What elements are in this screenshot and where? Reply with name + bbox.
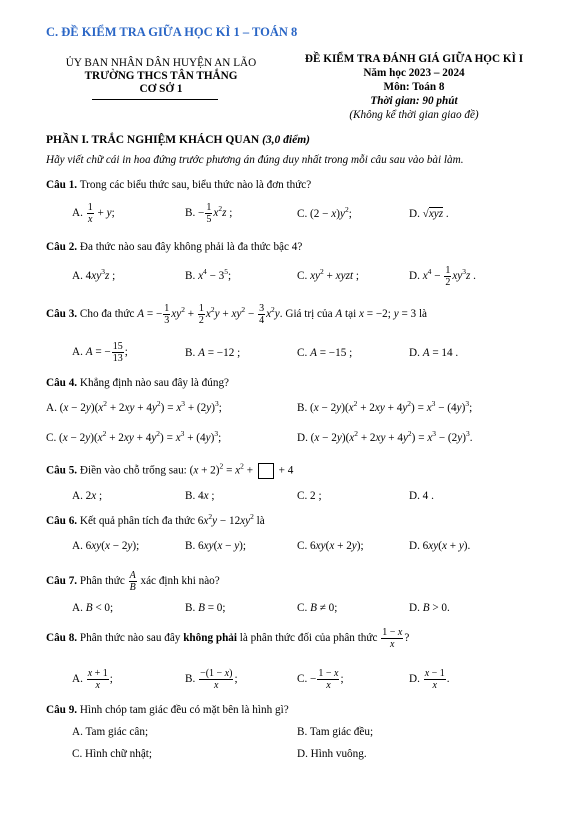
q4-option-c: C. $(x - 2y)(x^2 + 2xy + 4y^2) = x^3 + (4y)^3$; [46,429,222,444]
q8-option-b: B. $\frac{-(1 - x)}{x}$ ; [185,668,238,691]
q7-option-c: C. B ≠ 0; [297,602,338,614]
question-6: Câu 6. Kết quả phân tích đa thức $6x^2y - 12xy^2$ là [46,512,265,527]
question-2: Câu 2. Đa thức nào sau đây không phải là đa thức bậc 4? [46,241,303,253]
part1-instruction: Hãy viết chữ cái in hoa đứng trước phương án đúng duy nhất trong mỗi câu sau vào bài làm. [46,154,464,166]
q2-option-b: B. $x^4 - 3^5$; [185,267,232,282]
q6-option-d: D. 6xy(x + y). [409,540,471,552]
q8-option-d: D. $\frac{x - 1}{x}$ . [409,668,450,691]
duration: Thời gian: 90 phút [370,95,458,107]
q4-option-d: D. $(x - 2y)(x^2 + 2xy + 4y^2) = x^3 - (2y)^3$. [297,429,473,444]
q5-option-c: C. 2 ; [297,490,322,502]
duration-note: (Không kể thời gian giao đề) [349,109,479,121]
q3-option-a: A. A = − $\frac{15}{13}$ ; [72,341,128,364]
q7-option-d: D. B > 0. [409,602,450,614]
q2-option-c: C. $xy^2$ + xyzt ; [297,267,359,282]
q5-option-d: D. 4 . [409,490,434,502]
header-school: TRƯỜNG THCS TÂN THẮNG [84,70,238,82]
header-authority: ỦY BAN NHÂN DÂN HUYỆN AN LÃO [65,57,257,69]
q9-option-d: D. Hình vuông. [297,748,367,760]
question-7: Câu 7. Phân thức $\frac{A}{B}$ xác định khi nào? [46,570,220,593]
question-3: Câu 3. Cho đa thức A = − $\frac{1}{3}$ $xy^2$ + $\frac{1}{2}$ $x^2y + xy^2$ − $\frac{3}{4}$ $x^2y$. Giá trị của A tại x = −2; y = 3 là [46,303,428,326]
q5-option-b: B. 4x ; [185,490,215,502]
q7-option-b: B. B = 0; [185,602,226,614]
q2-option-a: A. $4xy^3z$ ; [72,267,116,282]
q8-option-a: A. $\frac{x + 1}{x}$ ; [72,668,113,691]
q1-option-a: A. $\frac{1}{x}$ + y; [72,202,115,225]
q2-option-d: D. $x^4$ − $\frac{1}{2}$ $xy^3z$ . [409,265,476,288]
school-year: Năm học 2023 – 2024 [363,67,465,79]
q9-option-c: C. Hình chữ nhật; [72,748,153,760]
header-rule [92,99,218,100]
part1-heading: PHẦN I. TRẮC NGHIỆM KHÁCH QUAN (3,0 điểm) [46,134,310,146]
q4-option-a: A. $(x - 2y)(x^2 + 2xy + 4y^2) = x^3 + (2y)^3$; [46,399,222,414]
q8-option-c: C. − $\frac{1 - x}{x}$ ; [297,668,344,691]
question-8: Câu 8. Phân thức nào sau đây không phải là phân thức đối của phân thức $\frac{1 - x}{x}$ ? [46,627,410,650]
q3-option-b: B. A = −12 ; [185,347,241,359]
blank-box [258,463,274,479]
header-campus: CƠ SỞ 1 [139,83,183,95]
q1-option-d: D. √xyz . [409,208,449,220]
q1-option-b: B. − $\frac{1}{5}$ $x^2z$ ; [185,202,233,225]
q3-option-c: C. A = −15 ; [297,347,353,359]
q4-option-b: B. $(x - 2y)(x^2 + 2xy + 4y^2) = x^3 - (4y)^3$; [297,399,473,414]
q1-option-c: C. $(2 - x)y^2$; [297,205,352,220]
q5-option-a: A. 2x ; [72,490,103,502]
question-9: Câu 9. Hình chóp tam giác đều có mặt bên là hình gì? [46,704,289,716]
subject: Môn: Toán 8 [383,81,445,93]
document-title: C. ĐỀ KIỂM TRA GIỮA HỌC KÌ 1 – TOÁN 8 [46,25,298,39]
q6-option-c: C. 6xy(x + 2y); [297,540,364,552]
q3-option-d: D. A = 14 . [409,347,459,359]
q9-option-a: A. Tam giác cân; [72,726,149,738]
q9-option-b: B. Tam giác đều; [297,726,374,738]
question-1: Câu 1. Trong các biểu thức sau, biểu thức nào là đơn thức? [46,179,312,191]
q7-option-a: A. B < 0; [72,602,114,614]
exam-title: ĐỀ KIỂM TRA ĐÁNH GIÁ GIỮA HỌC KÌ I [304,53,524,65]
question-4: Câu 4. Khẳng định nào sau đây là đúng? [46,377,230,389]
question-5: Câu 5. Điền vào chỗ trống sau: $(x + 2)^2 = x^2$ + + 4 [46,463,293,479]
q6-option-b: B. 6xy(x − y); [185,540,247,552]
q6-option-a: A. 6xy(x − 2y); [72,540,140,552]
